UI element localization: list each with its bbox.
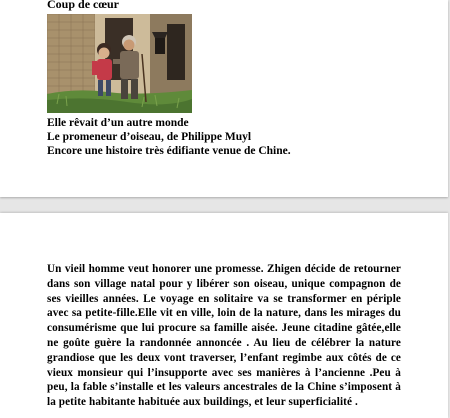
synopsis-paragraph: Un vieil homme veut honorer une promesse. Zhigen décide de retourner dans son village natal pour y libérer son oiseau, unique compagnon de ses vieilles années. Le voyage en solitaire va se transformer en périple avec sa petite-fille.Elle vit en ville, loin de la nature, dans les mirages du consumérisme que lui procure sa famille aisée. Jeune citadine gâtée,elle ne goûte guère la randonnée annoncée . Au lieu de célébrer la nature grandiose que les deux vont traverser, l’enfant regimbe aux côtés de ce vieux monsieur qui l’insupporte avec ses manières à l’ancienne .Peu à peu, la fable s’installe et les valeurs ancestrales de la Chine s’imposent à la petite habitante habituée aux buildings, et leur superficialité . [47, 263, 401, 409]
bottom-page [0, 213, 448, 418]
section-heading: Coup de cœur [47, 0, 120, 11]
top-page [0, 0, 448, 197]
movie-still-photo [47, 14, 192, 113]
film-caption [47, 116, 291, 159]
caption-subtitle: Encore une histoire très édifiante venue de Chine. [47, 145, 291, 158]
caption-title: Le promeneur d’oiseau, de Philippe Muyl [47, 131, 252, 144]
caption-tagline: Elle rêvait d’un autre monde [47, 117, 189, 129]
